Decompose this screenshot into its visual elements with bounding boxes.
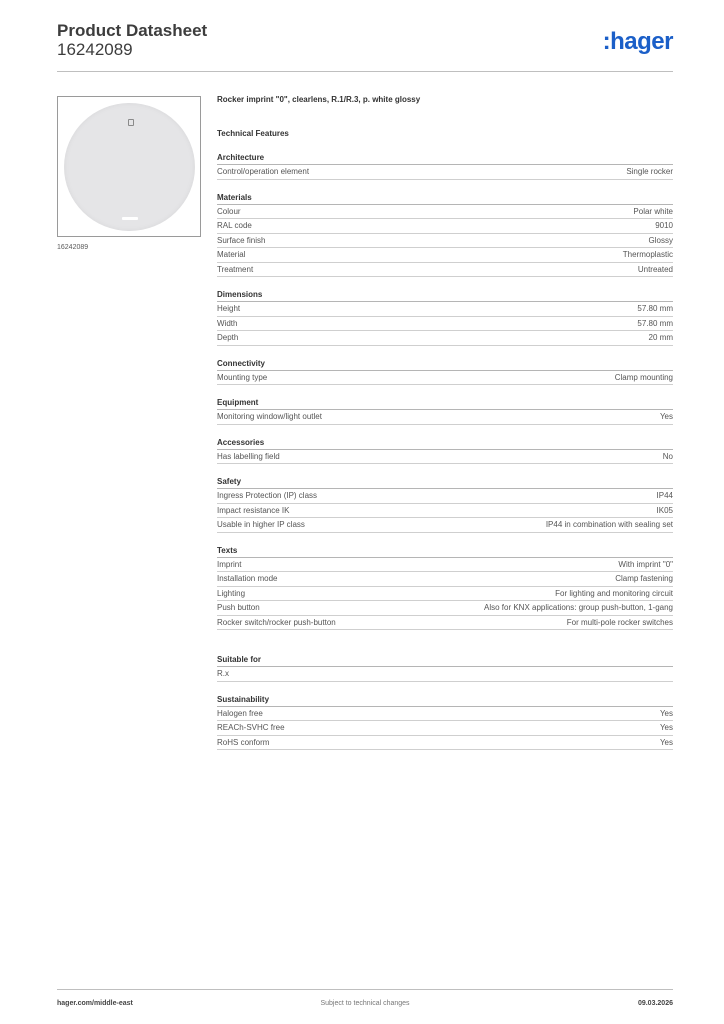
spec-value: 57.80 mm: [637, 304, 673, 313]
spec-value: Yes: [659, 708, 673, 718]
spec-row: [217, 410, 673, 425]
image-caption: 16242089: [57, 244, 89, 251]
monitoring-window-icon: [128, 119, 134, 126]
spec-section: [217, 694, 673, 751]
document-title: Product Datasheet: [57, 21, 208, 40]
spec-label: Rocker switch/rocker push-button: [217, 617, 336, 627]
spec-label: Ingress Protection (IP) class: [217, 491, 318, 500]
page-header: [57, 21, 673, 65]
spec-row: [217, 721, 673, 736]
section-heading: Architecture: [217, 152, 673, 165]
logo-prefix: :: [602, 28, 611, 55]
spec-value: Single rocker: [626, 167, 673, 176]
document-number: 16242089: [57, 40, 133, 59]
spec-label: Lighting: [217, 588, 246, 598]
footer-website: hager.com/middle-east: [57, 1000, 133, 1007]
spec-label: Push button: [217, 603, 260, 612]
section-heading: Suitable for: [217, 654, 673, 667]
section-heading: Accessories: [217, 437, 673, 450]
spec-row: [217, 371, 673, 386]
spec-value: Clamp fastening: [615, 574, 673, 583]
spec-label: Usable in higher IP class: [217, 520, 305, 529]
spec-row: [217, 667, 673, 682]
spec-label: Imprint: [217, 559, 242, 569]
spec-value: For lighting and monitoring circuit: [555, 588, 673, 598]
spec-label: RAL code: [217, 221, 252, 230]
spec-sections: [217, 152, 673, 750]
spec-row: [217, 248, 673, 263]
spec-value: Glossy: [648, 235, 673, 245]
spec-row: [217, 450, 673, 465]
product-name: Rocker imprint "0", clearlens, R.1/R.3, p. white glossy: [217, 95, 421, 104]
spec-row: [217, 234, 673, 249]
spec-value: 57.80 mm: [637, 318, 673, 328]
section-heading: Texts: [217, 545, 673, 558]
spec-label: Treatment: [217, 264, 254, 274]
spec-label: Material: [217, 250, 246, 259]
spec-label: Mounting type: [217, 372, 268, 382]
spec-section: [217, 192, 673, 278]
spec-row: [217, 205, 673, 220]
spec-label: Width: [217, 318, 238, 328]
section-heading: Safety: [217, 476, 673, 489]
section-heading: Connectivity: [217, 358, 673, 371]
logo-text: hager: [610, 28, 673, 55]
spec-value: Untreated: [637, 264, 673, 274]
spec-label: RoHS conform: [217, 737, 270, 747]
spec-value: IP44: [656, 491, 673, 500]
spec-label: Monitoring window/light outlet: [217, 412, 322, 421]
spec-row: [217, 558, 673, 573]
spec-value: Polar white: [633, 206, 673, 216]
spec-label: Has labelling field: [217, 451, 280, 461]
spec-section: [217, 289, 673, 346]
spec-section: [217, 397, 673, 425]
light-outlet-icon: [122, 217, 138, 220]
spec-row: [217, 219, 673, 234]
hager-logo: [603, 29, 673, 55]
spec-label: R.x: [217, 669, 229, 678]
spec-row: [217, 317, 673, 332]
spec-label: Impact resistance IK: [217, 505, 290, 515]
spec-label: Depth: [217, 333, 239, 342]
spec-value: Also for KNX applications: group push-button, 1-gang: [483, 603, 673, 612]
spec-row: [217, 489, 673, 504]
section-heading: Equipment: [217, 397, 673, 410]
spec-value: For multi-pole rocker switches: [566, 617, 673, 627]
spec-section: [217, 476, 673, 533]
spec-row: [217, 736, 673, 751]
spec-value: Clamp mounting: [614, 372, 673, 382]
spec-section: [217, 545, 673, 631]
product-image: [57, 96, 201, 237]
spec-label: Surface finish: [217, 235, 266, 245]
spec-row: [217, 572, 673, 587]
footer-date: 09.03.2026: [637, 1000, 673, 1007]
spec-row: [217, 587, 673, 602]
spec-row: [217, 504, 673, 519]
spec-row: [217, 616, 673, 631]
spec-row: [217, 707, 673, 722]
spec-row: [217, 263, 673, 278]
spec-value: Yes: [659, 723, 673, 732]
spec-value: 9010: [655, 221, 673, 230]
spec-section: [217, 654, 673, 682]
section-heading: Dimensions: [217, 289, 673, 302]
footer-notice: Subject to technical changes: [320, 1000, 410, 1007]
rocker-image: [64, 103, 195, 231]
section-heading: Materials: [217, 192, 673, 205]
spec-label: Installation mode: [217, 574, 278, 583]
spec-label: Colour: [217, 206, 241, 216]
spec-label: Height: [217, 304, 241, 313]
spec-value: Yes: [659, 737, 673, 747]
spec-value: Yes: [659, 412, 673, 421]
spec-value: IK05: [656, 505, 673, 515]
spec-label: REACh-SVHC free: [217, 723, 285, 732]
spec-value: With imprint "0": [618, 559, 673, 569]
spec-label: Control/operation element: [217, 167, 310, 176]
spec-row: [217, 302, 673, 317]
spec-row: [217, 331, 673, 346]
spec-value: No: [662, 451, 673, 461]
spec-row: [217, 518, 673, 533]
spec-section: [217, 437, 673, 465]
spec-value: 20 mm: [648, 333, 673, 342]
spec-section: [217, 152, 673, 180]
technical-features-heading: Technical Features: [217, 129, 289, 138]
spec-value: IP44 in combination with sealing set: [545, 520, 673, 529]
section-heading: Sustainability: [217, 694, 673, 707]
spec-row: [217, 601, 673, 616]
spec-section: [217, 358, 673, 386]
spec-value: Thermoplastic: [622, 250, 673, 259]
page-footer: [57, 989, 673, 1009]
header-divider: [57, 71, 673, 72]
spec-content: [217, 94, 673, 750]
spec-row: [217, 165, 673, 180]
spec-label: Halogen free: [217, 708, 263, 718]
